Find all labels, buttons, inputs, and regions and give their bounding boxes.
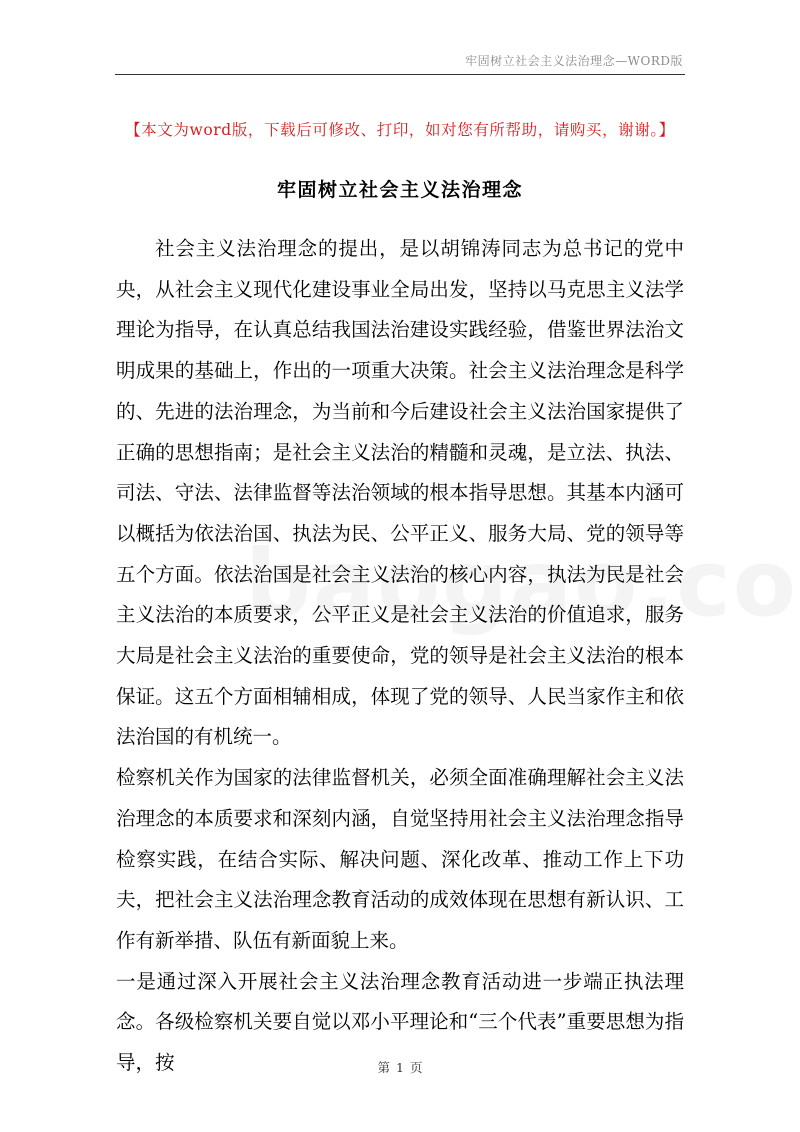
- document-title: 牢固树立社会主义法治理念: [276, 179, 523, 201]
- download-notice: 【本文为word版，下载后可修改、打印，如对您有所帮助，请购买，谢谢。】: [125, 121, 675, 139]
- page-number: 1: [396, 1060, 404, 1075]
- page-number-prefix: 第: [377, 1060, 391, 1075]
- paragraph-2: 检察机关作为国家的法律监督机关，必须全面准确理解社会主义法治理念的本质要求和深刻内涵，自觉坚持用社会主义法治理念指导检察实践，在结合实际、解决问题、深化改革、推动工作上下功夫，把社会主义法治理念教育活动的成效体现在思想有新认识、工作有新举措、队伍有新面貌上来。: [116, 766, 684, 952]
- document-body: [116, 229, 684, 1084]
- header-divider: [115, 74, 685, 75]
- paragraph-3: 一是通过深入开展社会主义法治理念教育活动进一步端正执法理念。各级检察机关要自觉以邓小平理论和“三个代表”重要思想为指导，按: [116, 969, 684, 1075]
- page-number-suffix: 页: [409, 1060, 423, 1075]
- paragraph-1: 社会主义法治理念的提出，是以胡锦涛同志为总书记的党中央，从社会主义现代化建设事业全局出发，坚持以马克思主义法学理论为指导，在认真总结我国法治建设实践经验，借鉴世界法治文明成果的基础上，作出的一项重大决策。社会主义法治理念是科学的、先进的法治理念，为当前和今后建设社会主义法治国家提供了正确的思想指南；是社会主义法治的精髓和灵魂，是立法、执法、司法、守法、法律监督等法治领域的根本指导思想。其基本内涵可以概括为依法治国、执法为民、公平正义、服务大局、党的领导等五个方面。依法治国是社会主义法治的核心内容，执法为民是社会主义法治的本质要求，公平正义是社会主义法治的价值追求，服务大局是社会主义法治的重要使命，党的领导是社会主义法治的根本保证。这五个方面相辅相成，体现了党的领导、人民当家作主和依法治国的有机统一。: [116, 237, 684, 749]
- running-header: 牢固树立社会主义法治理念—WORD版: [465, 54, 683, 68]
- page-footer: [0, 1058, 800, 1076]
